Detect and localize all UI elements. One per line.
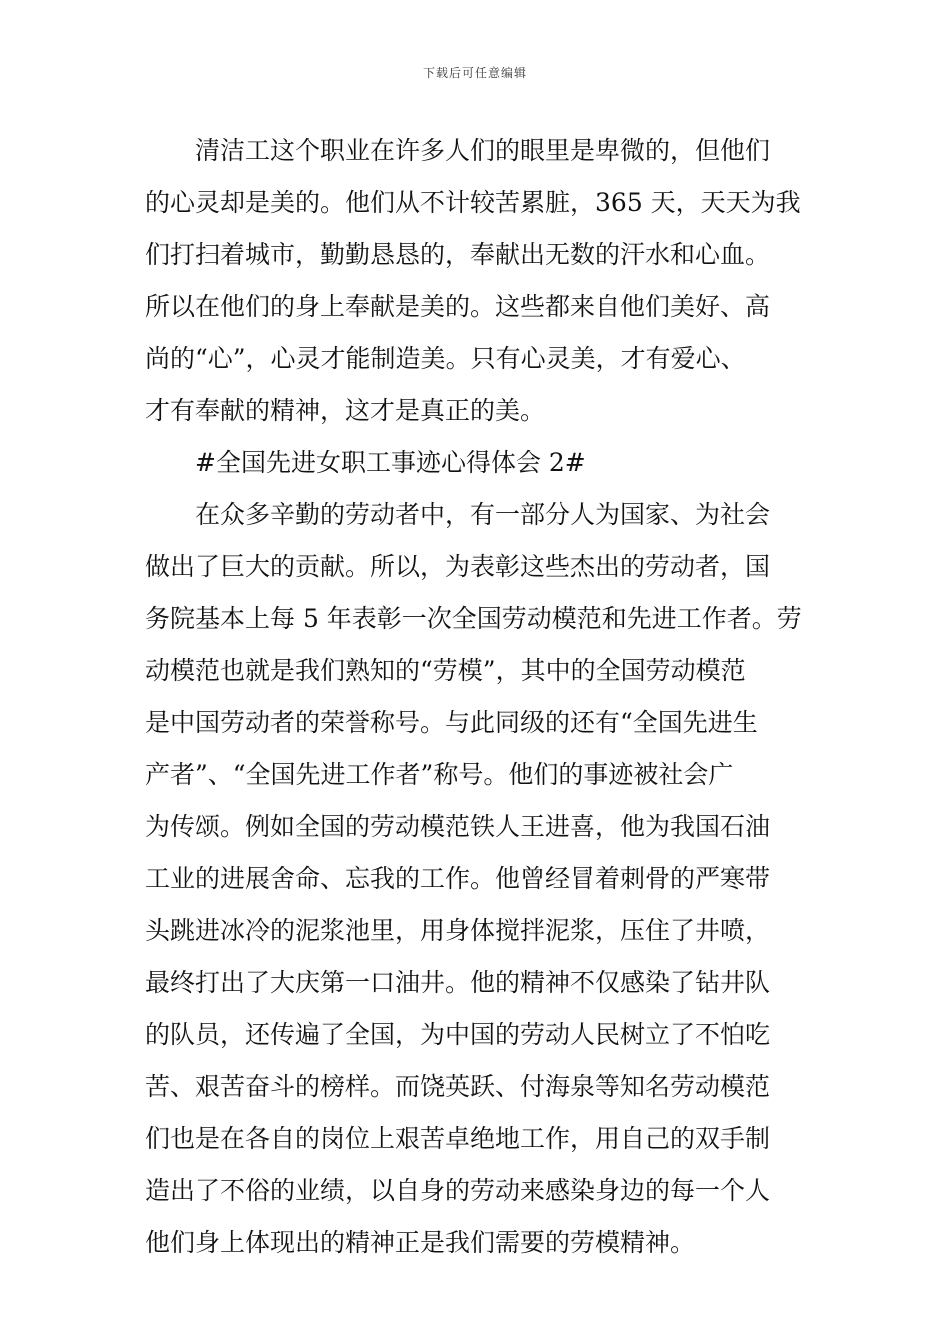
text-line: 尚的“心”，心灵才能制造美。只有心灵美，才有爱心、	[145, 344, 746, 373]
text-line: 们打扫着城市，勤勤恳恳的，奉献出无数的汗水和心血。	[145, 240, 771, 269]
text-line: 最终打出了大庆第一口油井。他的精神不仅感染了钻井队	[145, 968, 771, 997]
text-line: 为传颂。例如全国的劳动模范铁人王进喜，他为我国石油	[145, 812, 771, 841]
text-line: 他们身上体现出的精神正是我们需要的劳模精神。	[145, 1228, 696, 1257]
text-line: 们也是在各自的岗位上艰苦卓绝地工作，用自己的双手制	[145, 1124, 771, 1153]
text-line: 造出了不俗的业绩，以自身的劳动来感染身边的每一个人	[145, 1176, 771, 1205]
text-line: 动模范也就是我们熟知的“劳模”，其中的全国劳动模范	[145, 656, 746, 685]
text-line: 工业的进展舍命、忘我的工作。他曾经冒着刺骨的严寒带	[145, 864, 771, 893]
text-line: 所以在他们的身上奉献是美的。这些都来自他们美好、高	[145, 292, 771, 321]
text-line: 在众多辛勤的劳动者中，有一部分人为国家、为社会	[145, 500, 771, 529]
text-line: 的心灵却是美的。他们从不计较苦累脏，365 天，天天为我	[145, 188, 801, 217]
text-line: 的队员，还传遍了全国，为中国的劳动人民树立了不怕吃	[145, 1020, 771, 1049]
text-line: 头跳进冰冷的泥浆池里，用身体搅拌泥浆，压住了井喷，	[145, 916, 771, 945]
page-header: 下载后可任意编辑	[422, 66, 527, 80]
text-line: 做出了巨大的贡献。所以，为表彰这些杰出的劳动者，国	[145, 552, 771, 581]
section-heading: #全国先进女职工事迹心得体会 2#	[145, 448, 586, 477]
text-line: 产者”、“全国先进工作者”称号。他们的事迹被社会广	[145, 760, 734, 789]
text-line: 是中国劳动者的荣誉称号。与此同级的还有“全国先进生	[145, 708, 758, 737]
text-line: 才有奉献的精神，这才是真正的美。	[145, 396, 546, 425]
document-body	[145, 125, 805, 1269]
text-line: 清洁工这个职业在许多人们的眼里是卑微的，但他们	[145, 136, 771, 165]
text-line: 苦、艰苦奋斗的榜样。而饶英跃、付海泉等知名劳动模范	[145, 1072, 771, 1101]
text-line: 务院基本上每 5 年表彰一次全国劳动模范和先进工作者。劳	[145, 604, 802, 633]
